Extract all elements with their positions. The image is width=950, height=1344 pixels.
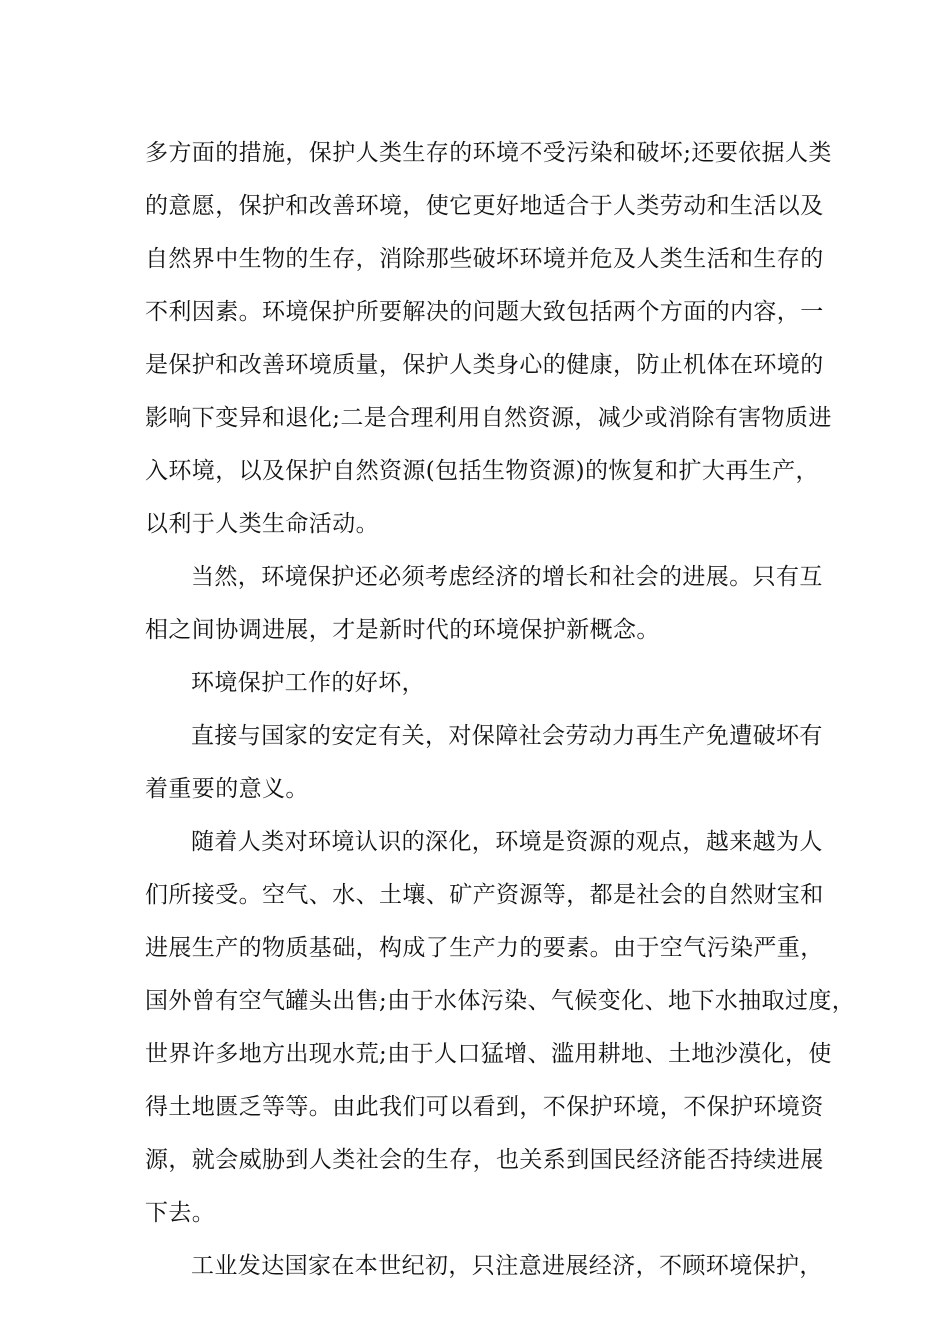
paragraph-start-line: 当然，环境保护还必须考虑经济的增长和社会的进展。只有互 [191,564,823,590]
text-line: 下去。 [145,1200,216,1226]
text-line: 不利因素。环境保护所要解决的问题大致包括两个方面的内容，一 [145,299,824,325]
text-line: 影响下变异和退化;二是合理利用自然资源，减少或消除有害物质进 [145,405,832,431]
paragraph-start-line: 工业发达国家在本世纪初，只注意进展经济，不顾环境保护， [191,1253,823,1279]
text-line: 入环境，以及保护自然资源(包括生物资源)的恢复和扩大再生产， [145,458,819,484]
text-line: 得土地匮乏等等。由此我们可以看到，不保护环境，不保护环境资 [145,1094,824,1120]
text-line: 是保护和改善环境质量，保护人类身心的健康，防止机体在环境的 [145,352,824,378]
text-line: 的意愿，保护和改善环境，使它更好地适合于人类劳动和生活以及 [145,193,824,219]
paragraph-start-line: 直接与国家的安定有关，对保障社会劳动力再生产免遭破坏有 [191,723,823,749]
text-line: 以利于人类生命活动。 [145,511,379,537]
text-line: 国外曾有空气罐头出售;由于水体污染、气候变化、地下水抽取过度， [145,988,856,1014]
document-page [145,127,856,1293]
text-line: 多方面的措施，保护人类生存的环境不受污染和破坏;还要依据人类 [145,140,832,166]
text-line: 进展生产的物质基础，构成了生产力的要素。由于空气污染严重， [145,935,824,961]
text-line: 世界许多地方出现水荒;由于人口猛增、滥用耕地、土地沙漠化，使 [145,1041,832,1067]
text-line: 着重要的意义。 [145,776,309,802]
text-line: 相之间协调进展，才是新时代的环境保护新概念。 [145,617,660,643]
paragraph-start-line: 环境保护工作的好坏， [191,670,425,696]
paragraph-start-line: 随着人类对环境认识的深化，环境是资源的观点，越来越为人 [191,829,823,855]
text-line: 源，就会威胁到人类社会的生存，也关系到国民经济能否持续进展 [145,1147,824,1173]
text-line: 们所接受。空气、水、土壤、矿产资源等，都是社会的自然财宝和 [145,882,824,908]
text-line: 自然界中生物的生存，消除那些破坏环境并危及人类生活和生存的 [145,246,824,272]
